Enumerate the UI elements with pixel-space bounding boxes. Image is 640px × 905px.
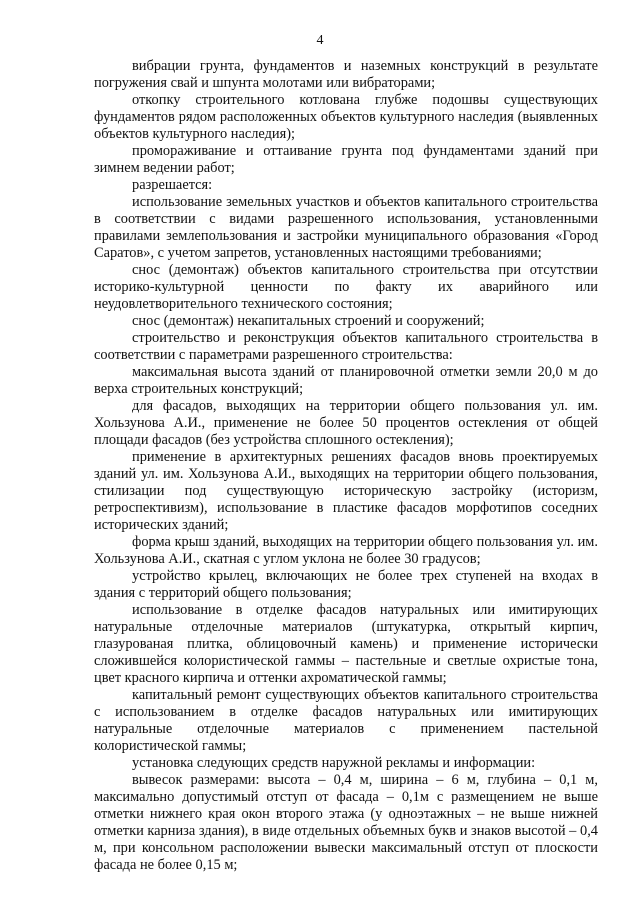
paragraph-construction: строительство и реконструкция объектов капитального строительства в соответствии с параметрами разрешенного строительства:	[94, 330, 598, 363]
paragraph-demolition-noncapital: снос (демонтаж) некапитальных строений и сооружений;	[132, 313, 485, 329]
paragraph-freezing: промораживание и оттаивание грунта под фундаментами зданий при зимнем ведении работ;	[94, 143, 598, 176]
paragraph-land-use: использование земельных участков и объектов капитального строительства в соответствии с видами разрешенного использования, установленными правилами землепользования и застройки муниципального образования «Город Саратов», с учетом запретов, установленных настоящими требованиями;	[94, 194, 598, 261]
paragraph-excavation: откопку строительного котлована глубже подошвы существующих фундаментов рядом расположенных объектов культурного наследия (выявленных объектов культурного наследия);	[94, 92, 598, 142]
paragraph-repair: капитальный ремонт существующих объектов капитального строительства с использованием в отделке фасадов натуральных или имитирующих натуральные отделочные материалов с применением пастельной колористической гаммы;	[94, 687, 598, 754]
paragraph-architecture: применение в архитектурных решениях фасадов вновь проектируемых зданий ул. им. Хользунова А.И., выходящих на территории общего пользования, стилизации под существующую историческую застройку (историзм, ретроспективизм), использование в пластике фасадов морфотипов соседних исторических зданий;	[94, 449, 598, 533]
paragraph-advertising: установка следующих средств наружной рекламы и информации:	[132, 755, 536, 771]
paragraph-facade-materials: использование в отделке фасадов натуральных или имитирующих натуральные отделочные материалов (штукатурка, открытый кирпич, глазурованая плитка, облицовочный камень) и применение исторически сложившейся колористической гаммы – пастельные и светлые охристые тона, цвет красного кирпича и оттенки ахроматической гаммы;	[94, 602, 598, 686]
paragraph-ground-vibration: вибрации грунта, фундаментов и наземных конструкций в результате погружения свай и шпунта молотами или вибраторами;	[94, 58, 598, 91]
paragraph-permitted-heading: разрешается:	[132, 177, 213, 193]
page-number: 4	[316, 33, 324, 48]
paragraph-porches: устройство крылец, включающих не более трех ступеней на входах в здания с территорий общего пользования;	[94, 568, 598, 601]
paragraph-demolition-capital: снос (демонтаж) объектов капитального строительства при отсутствии историко-культурной ценности по факту их аварийного или неудовлетворительного технического состояния;	[94, 262, 598, 312]
paragraph-signs: вывесок размерами: высота – 0,4 м, ширина – 6 м, глубина – 0,1 м, максимально допустимый отступ от фасада – 0,1м с размещением не выше отметки нижнего края окон второго этажа (у одноэтажных – не выше нижней отметки карниза здания), в виде отдельных объемных букв и знаков высотой – 0,4 м, при консольном расположении вывески максимальный отступ от плоскости фасада не более 0,15 м;	[94, 772, 598, 873]
paragraph-roof: форма крыш зданий, выходящих на территории общего пользования ул. им. Хользунова А.И., скатная с углом уклона не более 30 градусов;	[94, 534, 598, 567]
paragraph-max-height: максимальная высота зданий от планировочной отметки земли 20,0 м до верха строительных конструкций;	[94, 364, 598, 397]
paragraph-glazing: для фасадов, выходящих на территории общего пользования ул. им. Хользунова А.И., применение не более 50 процентов остекления от общей площади фасадов (без устройства сплошного остекления);	[94, 398, 598, 448]
document-body	[94, 58, 598, 874]
